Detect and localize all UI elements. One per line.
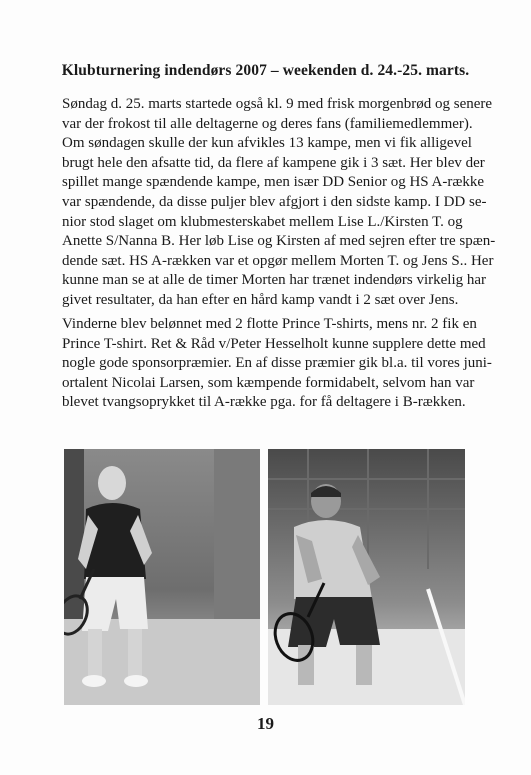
text-line: Anette S/Nanna B. Her løb Lise og Kirsten af med sejren efter tre spæn-: [62, 233, 496, 250]
text-line: spillet mange spændende kampe, men især DD Senior og HS A-række: [62, 174, 485, 191]
page-number: 19: [257, 714, 274, 733]
text-line: Om søndagen skulle der kun afvikles 13 kampe, men vi fik alligevel: [62, 135, 472, 152]
text-line: Prince T-shirt. Ret & Råd v/Peter Hesselholt kunne supplere dette med: [62, 335, 486, 352]
text-line: kunne man se at alle de timer Morten har trænet indendørs virkelig har: [62, 272, 487, 289]
text-line: var der frokost til alle deltagerne og deres fans (familiemedlemmer).: [62, 115, 473, 132]
text-line: blevet tvangsoprykket til A-række pga. for få deltagere i B-rækken.: [62, 394, 466, 411]
tennis-player-photo-icon: [268, 449, 465, 705]
paragraph-1: [62, 95, 496, 311]
page-title: Klubturnering indendørs 2007 – weekenden d. 24.-25. marts.: [61, 62, 470, 79]
text-line: nior stod slaget om klubmesterskabet mellem Lise L./Kirsten T. og: [62, 213, 463, 230]
paragraph-2: [62, 315, 492, 413]
text-line: brugt hele den afsatte tid, da flere af kampene gik i 3 sæt. Her blev der: [62, 154, 485, 171]
text-line: givet resultater, da han efter en hård kamp vandt i 2 sæt over Jens.: [62, 291, 459, 308]
text-line: Søndag d. 25. marts startede også kl. 9 med frisk morgenbrød og senere: [62, 96, 493, 112]
tennis-player-photo-icon: [64, 449, 260, 705]
text-line: var spændende, da disse puljer blev afgjort i den sidste kamp. I DD se-: [62, 193, 487, 210]
text-line: dende sæt. HS A-rækken var et opgør mellem Morten T. og Jens S.. Her: [62, 252, 494, 269]
text-line: nogle gode sponsorpræmier. En af disse præmier gik bl.a. til vores juni-: [62, 355, 492, 372]
text-line: ortalent Nicolai Larsen, som kæmpende formidabelt, selvom han var: [62, 374, 475, 391]
text-line: Vinderne blev belønnet med 2 flotte Prince T-shirts, mens nr. 2 fik en: [62, 316, 477, 332]
tennis-player-photo-left: [64, 449, 260, 705]
tennis-player-photo-right: [268, 449, 465, 705]
